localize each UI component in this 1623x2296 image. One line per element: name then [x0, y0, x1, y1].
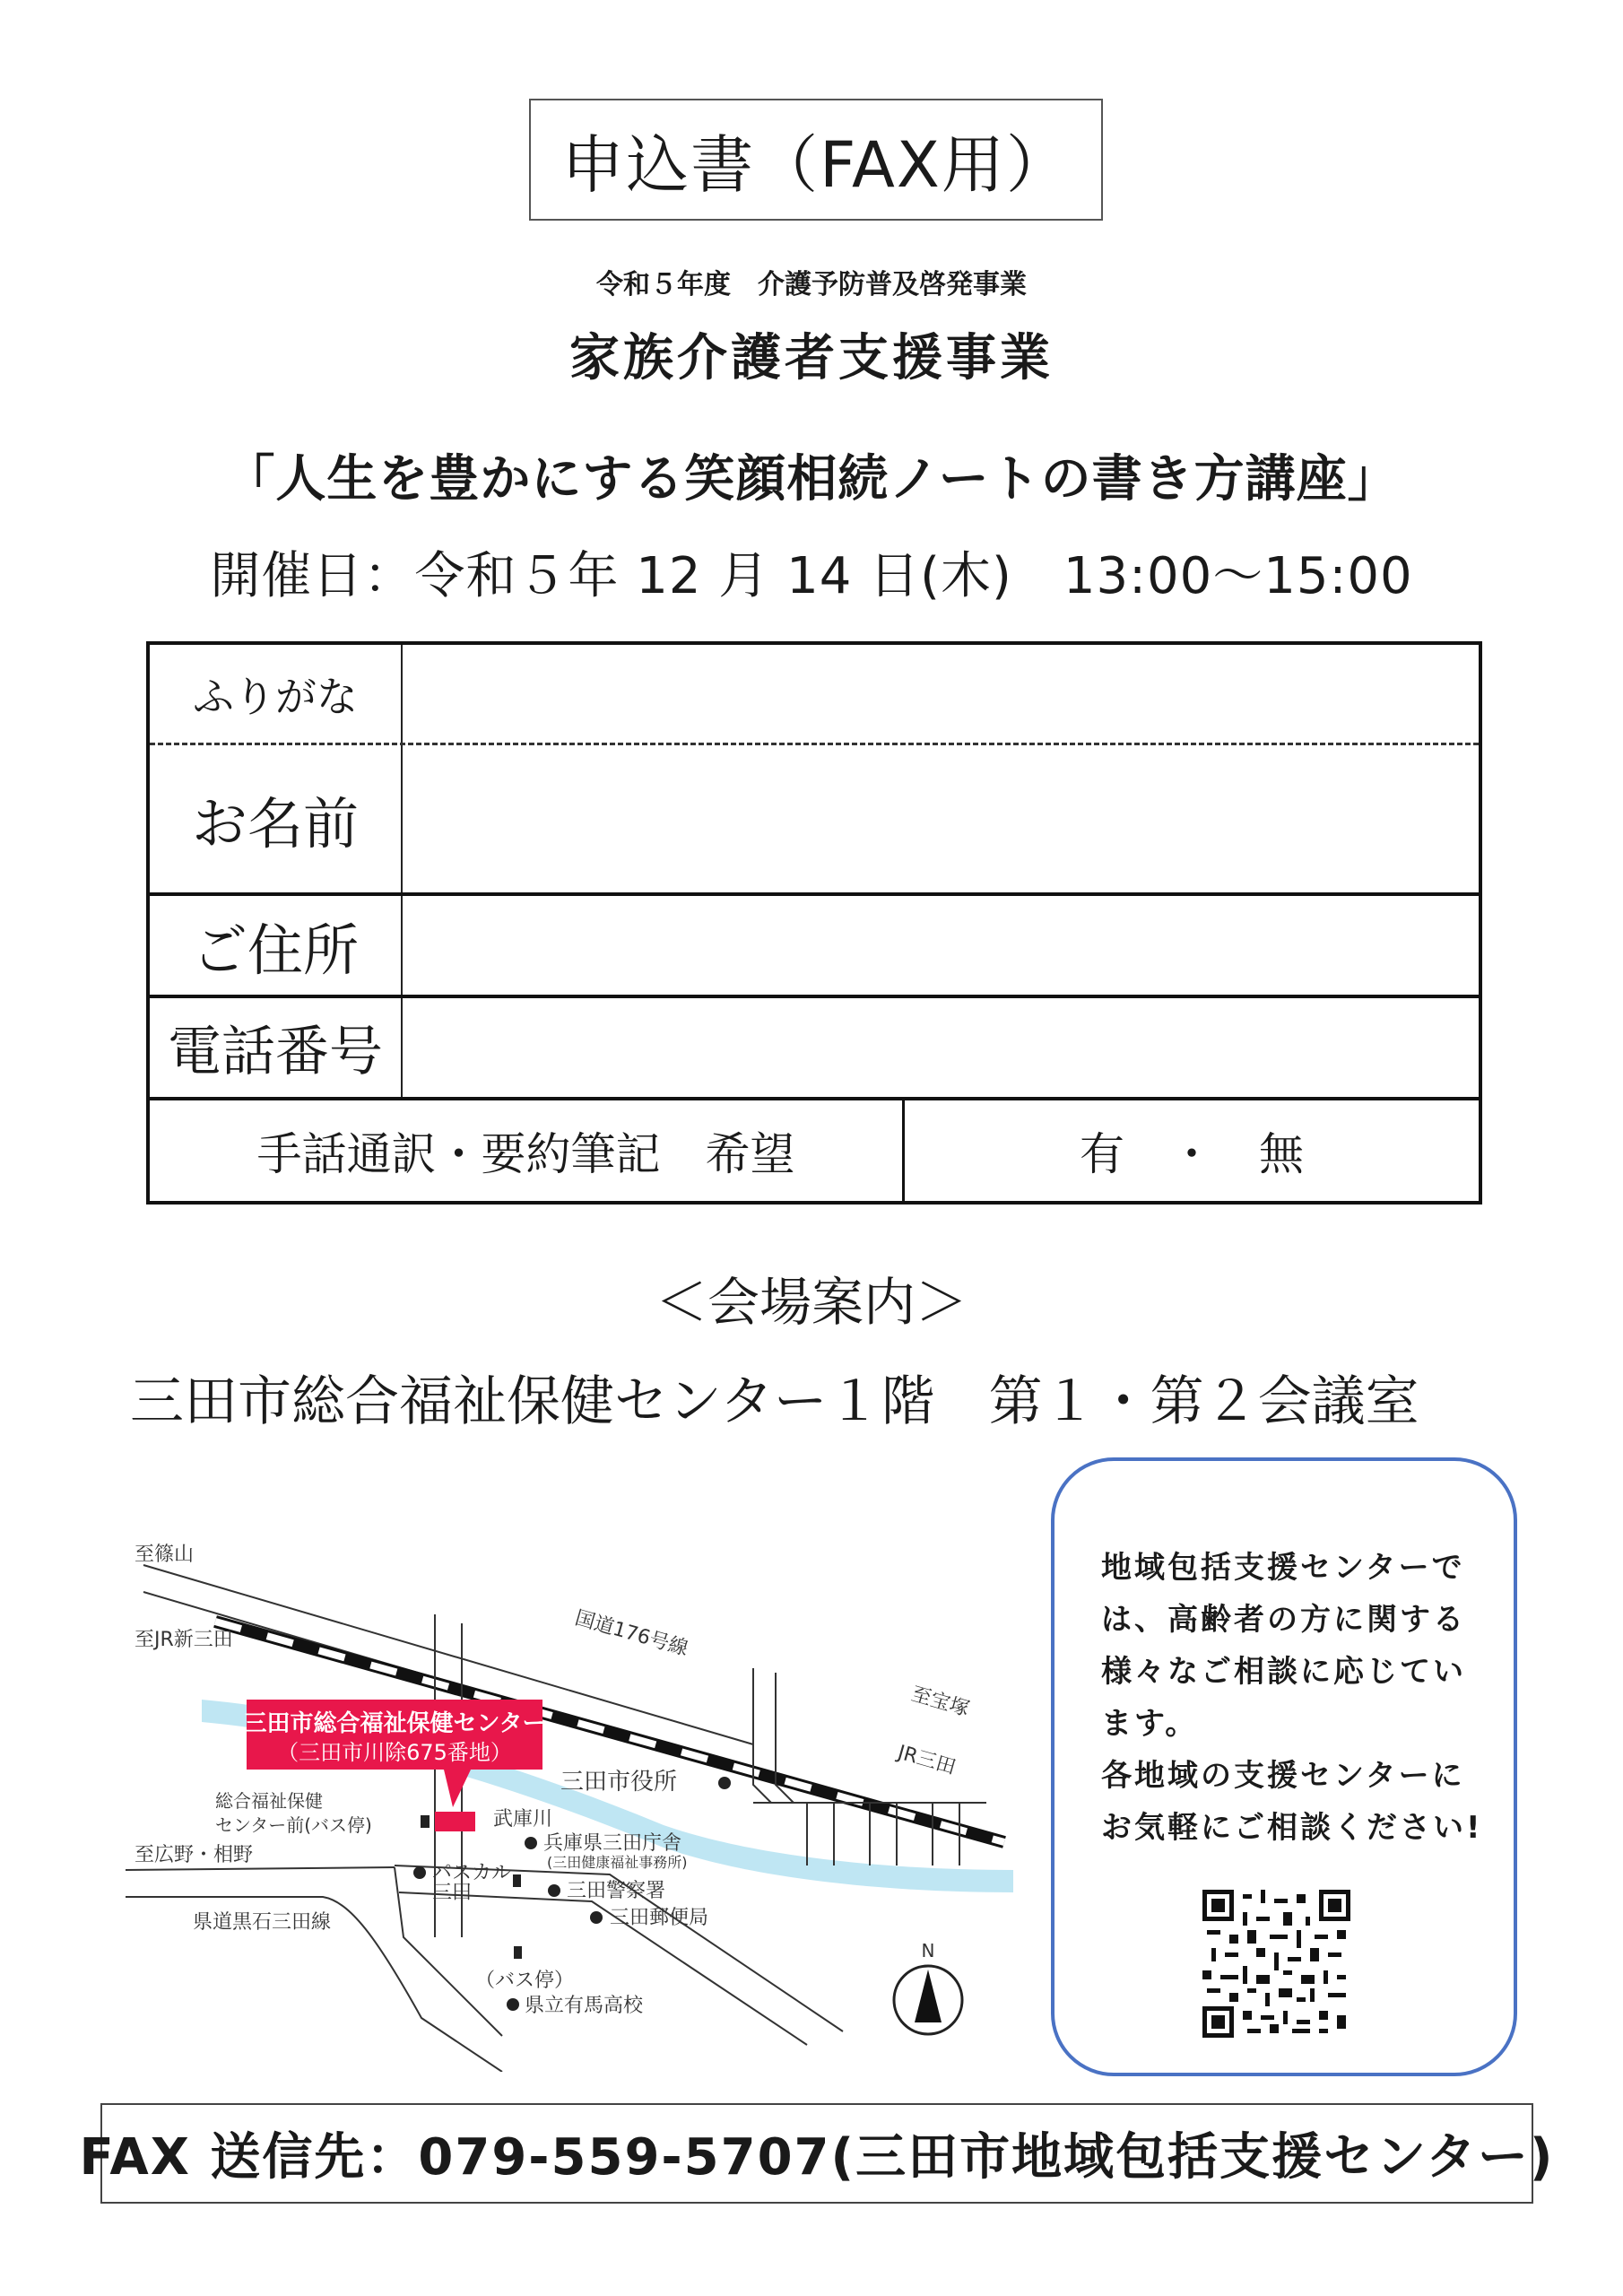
- fiscal-year-line: 令和５年度 介護予防普及啓発事業: [596, 269, 1027, 300]
- bus-stop-icon: [514, 1946, 522, 1959]
- info-box: [1051, 1457, 1517, 2076]
- application-form: [146, 641, 1482, 1205]
- high-school-label: 県立有馬高校: [525, 1995, 644, 2017]
- center-building-marker: [435, 1812, 475, 1831]
- program-name: 家族介護者支援事業: [569, 329, 1054, 387]
- sign-language-options: 有 ・ 無: [1080, 1128, 1304, 1180]
- furigana-row: [150, 645, 1479, 745]
- health-office-label: (三田健康福祉事務所): [547, 1854, 688, 1871]
- bus-stop-name-2: センター前(バス停): [215, 1814, 372, 1836]
- center-address-label: （三田市川除675番地）: [277, 1740, 512, 1765]
- post-office-marker: [590, 1911, 603, 1924]
- address-row: [150, 896, 1479, 998]
- qr-code-icon[interactable]: [1202, 1890, 1350, 2038]
- fax-destination: FAX 送信先：079-559-5707(三田市地域包括支援センター): [100, 2103, 1533, 2204]
- pascal-label-2: 三田: [432, 1882, 473, 1904]
- mukogawa-label: 武庫川: [493, 1808, 553, 1831]
- access-map: [126, 1516, 1013, 2072]
- city-hall-marker: [718, 1777, 731, 1789]
- sign-language-label: 手話通訳・要約筆記 希望: [150, 1100, 905, 1201]
- to-hirono-label: 至広野・相野: [135, 1844, 254, 1866]
- course-title: 「人生を豊かにする笑顔相続ノートの書き方講座」: [224, 450, 1399, 509]
- info-line: 地域包括支援センターで: [1101, 1550, 1465, 1586]
- prefectural-road-label: 県道黒石三田線: [193, 1911, 332, 1934]
- jr-sanda-label: JR三田: [895, 1741, 959, 1779]
- pascal-label-1: パスカル: [432, 1862, 512, 1884]
- road-line: [399, 1892, 807, 2045]
- road-line: [126, 1867, 395, 1870]
- post-office-label: 三田郵便局: [610, 1907, 709, 1929]
- venue-name: 三田市総合福祉保健センター１階 第１・第２会議室: [130, 1370, 1419, 1433]
- high-school-marker: [507, 1998, 519, 2011]
- name-row: [150, 745, 1479, 896]
- to-sasayama-label: 至篠山: [135, 1544, 195, 1566]
- phone-label: 電話番号: [150, 998, 403, 1097]
- sign-language-row: [150, 1100, 1479, 1201]
- info-line: 様々なご相談に応じてい: [1101, 1654, 1466, 1690]
- pascal-marker: [413, 1866, 426, 1879]
- furigana-label: ふりがな: [150, 645, 403, 743]
- north-label: N: [921, 1940, 935, 1961]
- center-name-label: 三田市総合福祉保健センター: [243, 1710, 546, 1737]
- info-line: は、高齢者の方に関する: [1101, 1602, 1466, 1638]
- police-marker: [548, 1884, 560, 1897]
- bus-stop-icon: [421, 1815, 430, 1828]
- phone-row: [150, 998, 1479, 1100]
- to-jr-shinsanda-label: 至JR新三田: [135, 1629, 233, 1651]
- info-text: [1101, 1542, 1496, 1854]
- police-label: 三田警察署: [567, 1880, 666, 1902]
- bus-stop-icon: [513, 1874, 521, 1887]
- to-takarazuka-label: 至宝塚: [908, 1683, 972, 1721]
- callout-pointer: [444, 1770, 471, 1807]
- bus-stop-name-1: 総合福祉保健: [215, 1790, 323, 1812]
- city-hall-label: 三田市役所: [560, 1769, 678, 1796]
- info-line: 各地域の支援センターに: [1101, 1758, 1465, 1794]
- bus-stop-label: （バス停）: [475, 1970, 575, 1992]
- hyogo-office-label: 兵庫県三田庁舎: [543, 1832, 682, 1855]
- route176-label: 国道176号線: [572, 1606, 691, 1661]
- form-title: 申込書（FAX用）: [529, 99, 1103, 221]
- info-line: ます。: [1101, 1706, 1199, 1742]
- event-date: 開催日：令和５年 12 月 14 日(木) 13:00～15:00: [210, 547, 1413, 605]
- venue-heading: ＜会場案内＞: [655, 1272, 968, 1333]
- name-label: お名前: [150, 745, 403, 892]
- hyogo-office-marker: [525, 1837, 537, 1849]
- address-label: ご住所: [150, 896, 403, 995]
- info-line: お気軽にご相談ください!: [1101, 1810, 1483, 1846]
